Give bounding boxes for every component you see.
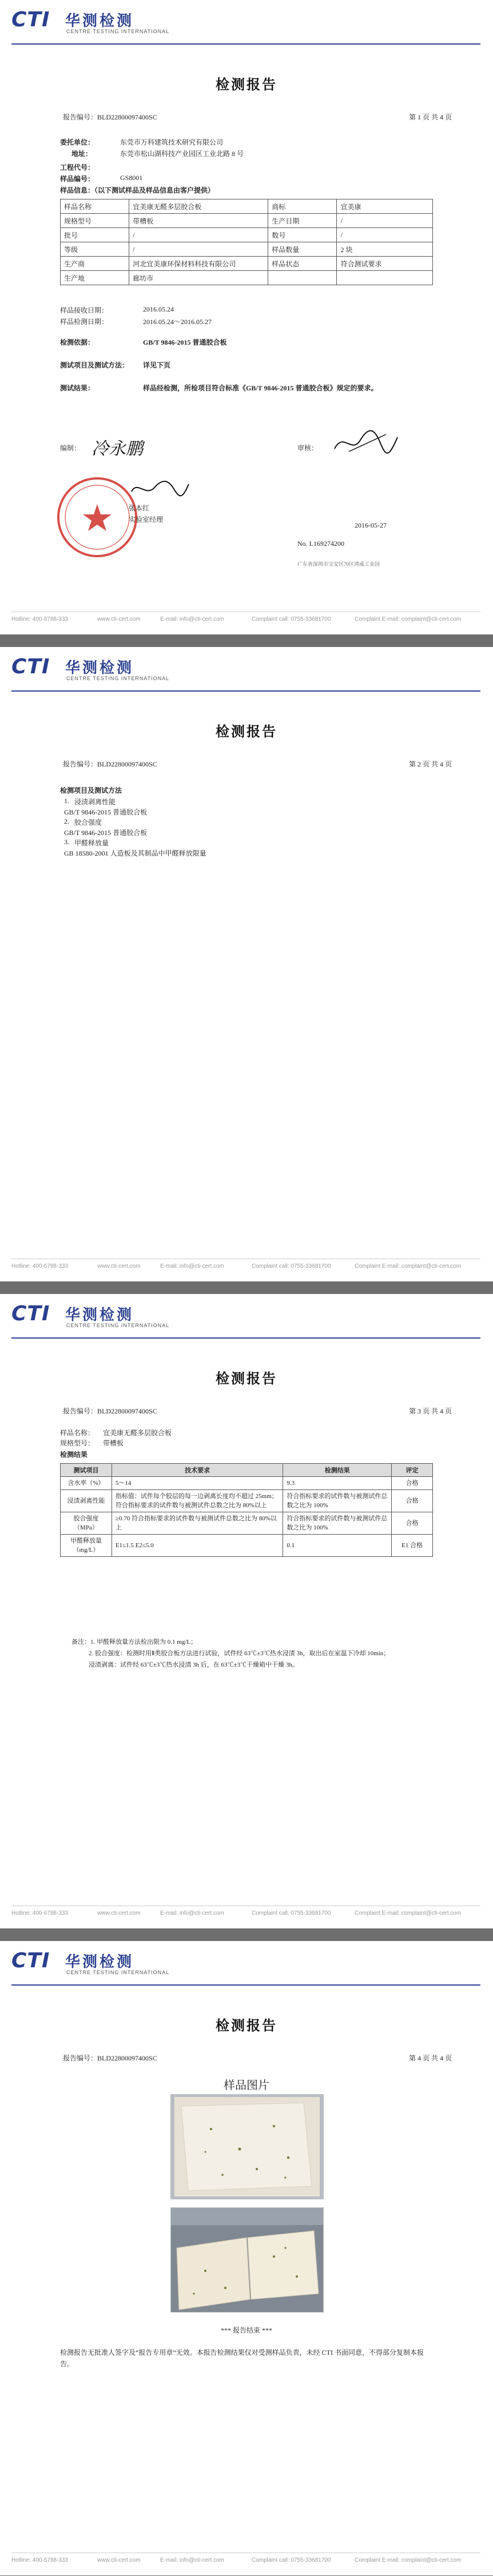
test-item: 甲醛释放量 xyxy=(74,839,109,847)
table-cell: 指标值：试件每个胶层的每一边剥离长度均不超过 25mm；符合指标要求的试件数与被测试件总数之比为 80%以上 xyxy=(112,1490,283,1512)
official-seal xyxy=(54,474,140,560)
company-name-en: CENTRE TESTING INTERNATIONAL xyxy=(66,1970,170,1975)
address-value: 东莞市松山湖科技产业园区工业北路 8 号 xyxy=(120,150,244,158)
table-row xyxy=(61,1490,433,1512)
report-no: BLD22800097400SC xyxy=(97,113,157,121)
editor-label: 编制： xyxy=(60,444,81,452)
field-label: 样品状态 xyxy=(268,257,337,271)
header-divider xyxy=(11,1337,480,1339)
test-date: 2016.05.24～2016.05.27 xyxy=(143,318,212,326)
field-label: 商标 xyxy=(268,199,337,214)
receive-date: 2016.05.24 xyxy=(143,305,174,313)
spec-label: 规格型号： xyxy=(60,1439,95,1447)
footer-hotline: Hotline: 400-6788-333 xyxy=(11,616,68,622)
report-end-mark: *** 报告结束 *** xyxy=(220,2326,272,2334)
company-logo: CTI xyxy=(11,1949,50,1972)
company-name-cn: 华测检测 xyxy=(65,13,134,30)
field-label: 生产日期 xyxy=(268,214,337,228)
approver-title: 实验室经理 xyxy=(129,516,164,524)
lab-address: 广东省深圳市宝安区70区鸿威工业园 xyxy=(297,561,380,567)
report-no-label: 报告编号： xyxy=(63,2054,98,2062)
footer-web: www.cti-cert.com xyxy=(97,1910,141,1916)
project-id-label: 工程代号： xyxy=(60,163,95,171)
field-value: / xyxy=(337,214,433,228)
item-num: 2. xyxy=(64,817,69,825)
field-value: 带槽板 xyxy=(129,214,268,228)
doc-title: 检测报告 xyxy=(216,77,277,93)
field-value: / xyxy=(129,228,268,242)
table-cell: 符合指标要求的试件数与被测试件总数之比为 100% xyxy=(283,1490,392,1512)
basis-label: 检测依据： xyxy=(60,338,95,346)
footer-web: www.cti-cert.com xyxy=(97,1263,141,1269)
report-page-1 xyxy=(0,0,493,634)
page-header xyxy=(11,652,480,689)
report-no-label: 报告编号： xyxy=(63,760,98,768)
page-header xyxy=(11,1946,480,1983)
page-indicator: 第 3 页 共 4 页 xyxy=(408,1407,452,1415)
item-num: 3. xyxy=(64,838,69,846)
address-label: 地址： xyxy=(71,150,93,158)
header-divider xyxy=(11,1984,480,1986)
report-no-label: 报告编号： xyxy=(63,1407,98,1415)
receive-date-label: 样品接收日期： xyxy=(60,306,109,314)
reviewer-label: 审核： xyxy=(297,444,319,452)
field-value xyxy=(337,271,433,285)
footer-complaint-email: Complaint E-mail: complaint@cti-cert.com xyxy=(355,1910,462,1916)
photos-title: 样品图片 xyxy=(224,2078,269,2092)
company-logo: CTI xyxy=(11,8,50,31)
field-value: 廊坊市 xyxy=(129,271,268,285)
footer-complaint-email: Complaint E-mail: complaint@cti-cert.com xyxy=(355,1263,462,1269)
table-row xyxy=(61,228,433,242)
note-line: 2. 胶合强度：检测时用Ⅱ类胶合板方法进行试验，试件经 63℃±3℃热水浸渍 3h，取出后在室温下冷却 10min； xyxy=(89,1650,390,1657)
field-label: 等级 xyxy=(61,242,129,257)
field-value: 2 块 xyxy=(337,242,433,257)
column-header: 检测结果 xyxy=(283,1464,392,1477)
table-cell: 胶合强度（MPa） xyxy=(61,1512,112,1535)
table-row xyxy=(61,214,433,228)
sample-id-value: GS8001 xyxy=(120,174,143,182)
table-cell: 0.1 xyxy=(283,1535,392,1557)
field-value: 宜美康无醛多层胶合板 xyxy=(129,199,268,214)
footer-email: E-mail: info@cti-cert.com xyxy=(160,2557,224,2563)
field-label: 批号 xyxy=(61,228,129,242)
test-item: 浸渍剥离性能 xyxy=(74,798,116,806)
table-cell: 含水率（%） xyxy=(61,1477,112,1490)
table-row xyxy=(61,1535,433,1557)
issue-date: 2016-05-27 xyxy=(355,521,387,529)
page-indicator: 第 2 页 共 4 页 xyxy=(408,760,452,768)
report-page-4 xyxy=(0,1941,493,2575)
field-value: 河北宜美康环保材料科技有限公司 xyxy=(129,257,268,271)
page-header xyxy=(11,1299,480,1336)
table-cell: 5～14 xyxy=(112,1477,283,1490)
table-row xyxy=(61,271,433,285)
report-no-label: 报告编号： xyxy=(63,113,98,121)
footer-complaint-call: Complaint call: 0755-33681700 xyxy=(252,1910,331,1916)
page-header xyxy=(11,5,480,42)
company-name-cn: 华测检测 xyxy=(65,1954,134,1971)
editor-signature: 冷永鹏 xyxy=(92,439,143,459)
table-cell: 甲醛释放量（mg/L） xyxy=(61,1535,112,1557)
method-value: 详见下页 xyxy=(143,361,171,369)
company-logo: CTI xyxy=(11,1302,50,1325)
sample-id-label: 样品编号： xyxy=(60,175,95,183)
cert-no: No. L169274200 xyxy=(297,540,344,548)
company-name-en: CENTRE TESTING INTERNATIONAL xyxy=(66,29,170,34)
test-date-label: 样品检测日期： xyxy=(60,318,109,326)
table-cell: 浸渍剥离性能 xyxy=(61,1490,112,1512)
section-title: 检测项目及测试方法 xyxy=(60,786,122,794)
field-label: 数号 xyxy=(268,228,337,242)
result-label: 检测结果 xyxy=(60,1451,88,1459)
approver-name: 张本红 xyxy=(129,504,150,512)
company-name-cn: 华测检测 xyxy=(65,1307,134,1324)
table-row xyxy=(61,199,433,214)
report-page-2 xyxy=(0,647,493,1281)
field-label: 规格型号 xyxy=(61,214,129,228)
doc-title: 检测报告 xyxy=(216,2018,277,2034)
company-logo: CTI xyxy=(11,655,50,678)
field-value: 宜美康 xyxy=(337,199,433,214)
doc-title: 检测报告 xyxy=(216,1371,277,1387)
report-statement: 检测报告无批准人签字及“报告专用章”无效。本报告检测结果仅对受测样品负责，未经 CTI 书面同意，不得部分复制本报告。 xyxy=(60,2349,424,2368)
spec-value: 带槽板 xyxy=(103,1439,124,1447)
footer-email: E-mail: info@cti-cert.com xyxy=(160,616,224,622)
basis-value: GB/T 9846-2015 普通胶合板 xyxy=(143,338,227,346)
footer-hotline: Hotline: 400-6788-333 xyxy=(11,1263,68,1269)
footer-complaint-call: Complaint call: 0755-33681700 xyxy=(252,616,331,622)
test-item: 胶合强度 xyxy=(74,818,102,826)
table-cell: 合格 xyxy=(392,1512,433,1535)
field-label: 生产地 xyxy=(61,271,129,285)
table-cell: 符合指标要求的试件数与被测试件总数之比为 100% xyxy=(283,1512,392,1535)
report-number-row xyxy=(63,1406,452,1416)
field-label: 样品数量 xyxy=(268,242,337,257)
column-header: 评定 xyxy=(392,1464,433,1477)
report-page-3 xyxy=(0,1294,493,1928)
table-cell: ≥0.70 符合指标要求的试件数与被测试件总数之比为 80%以上 xyxy=(112,1512,283,1535)
note-line: 浸渍剥离：试件经 63℃±3℃热水浸渍 3h 后，在 63℃±3℃干燥箱中干燥 3h。 xyxy=(89,1662,299,1668)
report-no: BLD22800097400SC xyxy=(97,1407,157,1415)
report-number-row xyxy=(63,759,452,769)
table-row xyxy=(61,1477,433,1490)
field-label xyxy=(268,271,337,285)
field-value: / xyxy=(129,242,268,257)
footer-complaint-email: Complaint E-mail: complaint@cti-cert.com xyxy=(355,616,462,622)
footer-web: www.cti-cert.com xyxy=(97,616,141,622)
conclusion-value: 样品经检测，所检项目符合标准《GB/T 9846-2015 普通胶合板》规定的要求。 xyxy=(143,384,378,392)
field-value: / xyxy=(337,228,433,242)
test-standard: GB/T 9846-2015 普通胶合板 xyxy=(64,808,148,816)
table-cell: 9.3 xyxy=(283,1477,392,1490)
reviewer-signature xyxy=(332,426,400,460)
footer-complaint-call: Complaint call: 0755-33681700 xyxy=(252,1263,331,1269)
footer-email: E-mail: info@cti-cert.com xyxy=(160,1910,224,1916)
sample-name: 宜美康无醛多层胶合板 xyxy=(103,1429,172,1437)
table-row xyxy=(61,1512,433,1535)
field-label: 生产商 xyxy=(61,257,129,271)
footer-hotline: Hotline: 400-6788-333 xyxy=(11,1910,68,1916)
report-no: BLD22800097400SC xyxy=(97,2054,157,2062)
column-header: 测试项目 xyxy=(61,1464,112,1477)
conclusion-label: 测试结果： xyxy=(60,384,95,392)
table-cell: E1≤1.5 E2≤5.0 xyxy=(112,1535,283,1557)
client-value: 东莞市万科建筑技术研究有限公司 xyxy=(120,138,224,146)
header-divider xyxy=(11,690,480,692)
footer-complaint-email: Complaint E-mail: complaint@cti-cert.com xyxy=(355,2557,462,2563)
company-name-cn: 华测检测 xyxy=(65,660,134,677)
footer-email: E-mail: info@cti-cert.com xyxy=(160,1263,224,1269)
table-cell: 合格 xyxy=(392,1490,433,1512)
table-row xyxy=(61,242,433,257)
table-cell: 合格 xyxy=(392,1477,433,1490)
item-num: 1. xyxy=(64,797,69,805)
footer-web: www.cti-cert.com xyxy=(97,2557,141,2563)
method-label: 测试项目及测试方法： xyxy=(60,361,129,369)
report-number-row xyxy=(63,112,452,122)
report-no: BLD22800097400SC xyxy=(97,760,157,768)
sample-info-label: 样品信息：（以下测试样品及样品信息由客户提供） xyxy=(60,186,215,194)
client-label: 委托单位： xyxy=(60,138,95,146)
note-line: 备注：1. 甲醛释放量方法检出限为 0.1 mg/L； xyxy=(71,1639,197,1646)
sample-photo-1 xyxy=(170,2094,324,2199)
table-row xyxy=(61,257,433,271)
sample-photo-2 xyxy=(170,2207,324,2313)
header-divider xyxy=(11,43,480,45)
sample-name-label: 样品名称： xyxy=(60,1429,95,1437)
report-number-row xyxy=(63,2053,452,2063)
test-standard: GB 18580-2001 人造板及其制品中甲醛释放限量 xyxy=(64,849,206,857)
company-name-en: CENTRE TESTING INTERNATIONAL xyxy=(66,676,170,681)
table-cell: E1 合格 xyxy=(392,1535,433,1557)
sample-info-table xyxy=(60,199,433,285)
test-standard: GB/T 9846-2015 普通胶合板 xyxy=(64,829,148,837)
table-header-row xyxy=(61,1464,433,1477)
approver-signature xyxy=(129,477,192,500)
page-indicator: 第 4 页 共 4 页 xyxy=(408,2054,452,2062)
results-table xyxy=(60,1463,433,1557)
field-value: 符合测试要求 xyxy=(337,257,433,271)
doc-title: 检测报告 xyxy=(216,724,277,740)
footer-hotline: Hotline: 400-6788-333 xyxy=(11,2557,68,2563)
footer-complaint-call: Complaint call: 0755-33681700 xyxy=(252,2557,331,2563)
field-label: 样品名称 xyxy=(61,199,129,214)
company-name-en: CENTRE TESTING INTERNATIONAL xyxy=(66,1323,170,1328)
page-indicator: 第 1 页 共 4 页 xyxy=(408,113,452,121)
column-header: 技术要求 xyxy=(112,1464,283,1477)
